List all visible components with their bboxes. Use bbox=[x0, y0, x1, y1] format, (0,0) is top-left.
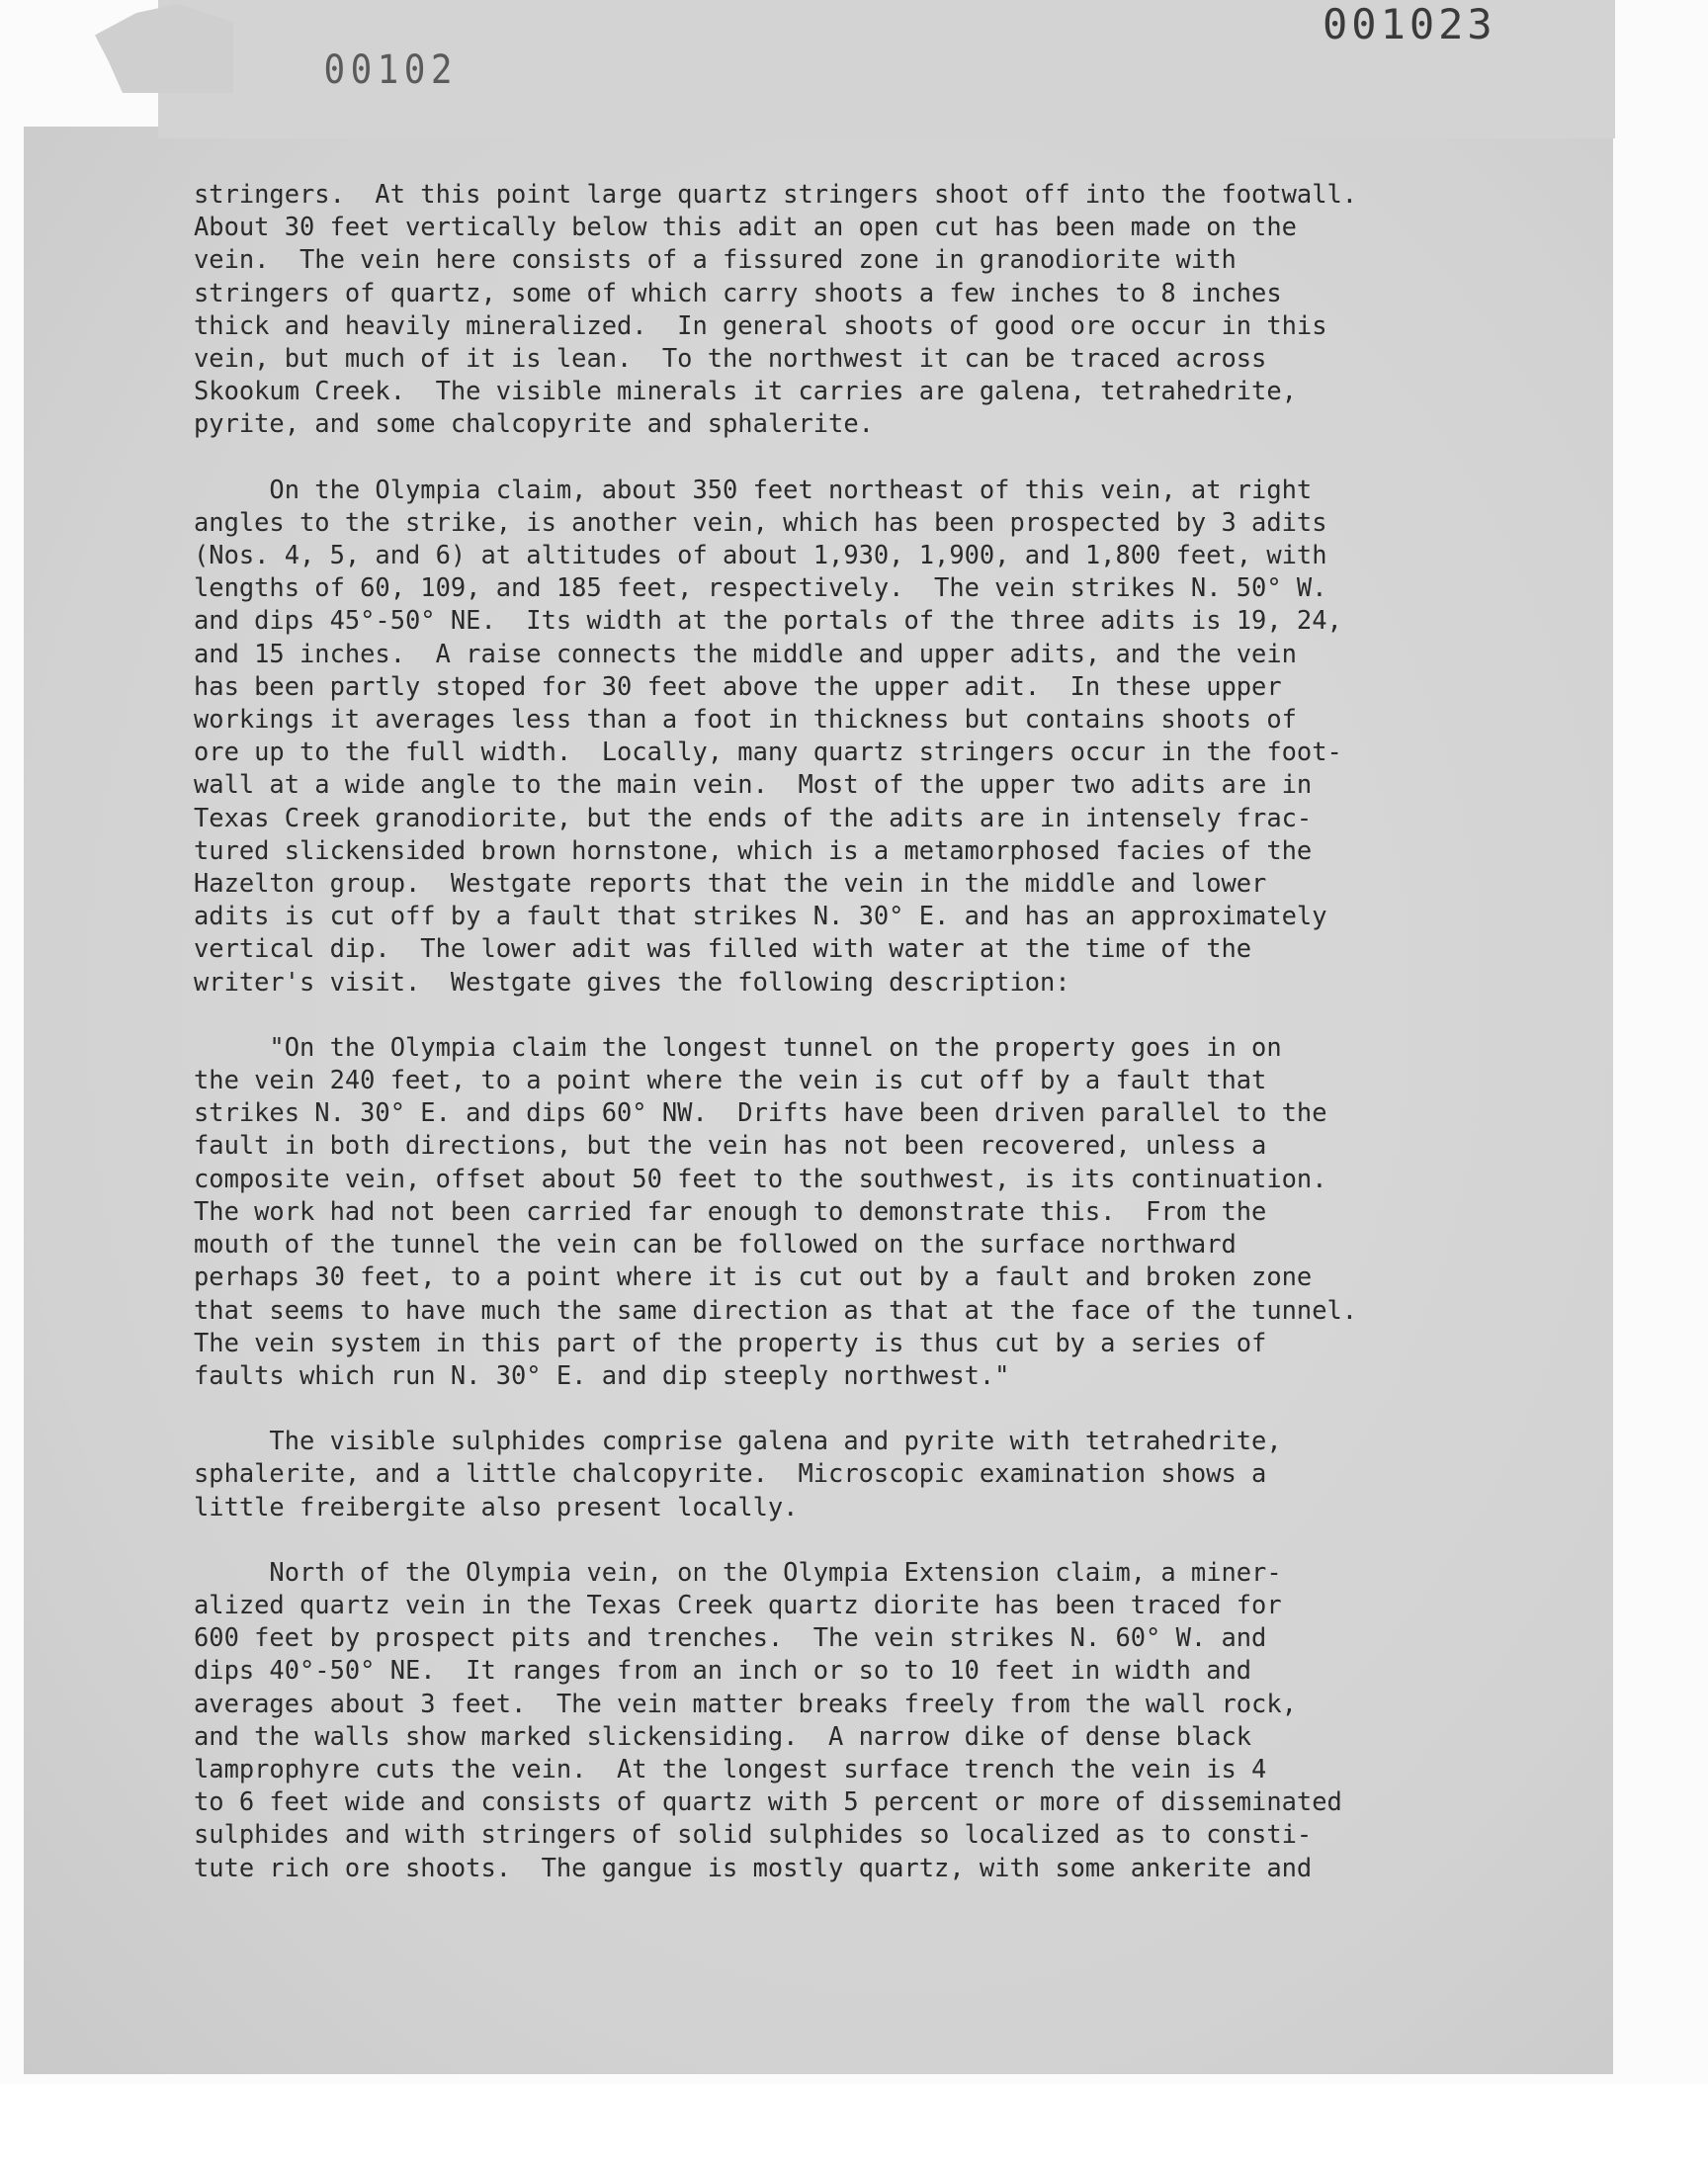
text-line: mouth of the tunnel the vein can be followed on the surface northward bbox=[194, 1229, 1237, 1260]
text-line: The work had not been carried far enough to demonstrate this. From the bbox=[194, 1195, 1267, 1226]
text-line: and dips 45°-50° NE. Its width at the portals of the three adits is 19, 24, bbox=[194, 605, 1342, 636]
text-line: perhaps 30 feet, to a point where it is cut out by a fault and broken zone bbox=[194, 1262, 1313, 1292]
text-line: to 6 feet wide and consists of quartz with 5 percent or more of disseminated bbox=[194, 1786, 1342, 1817]
text-line: thick and heavily mineralized. In general shoots of good ore occur in this bbox=[194, 309, 1327, 340]
paragraph bbox=[194, 1425, 1479, 1523]
text-line: tured slickensided brown hornstone, which is a metamorphosed facies of the bbox=[194, 834, 1313, 865]
paragraph bbox=[194, 1556, 1479, 1884]
text-line: alized quartz vein in the Texas Creek quartz diorite has been traced for bbox=[194, 1589, 1282, 1619]
text-line: averages about 3 feet. The vein matter breaks freely from the wall rock, bbox=[194, 1688, 1297, 1718]
page-number-top: 001023 bbox=[1323, 0, 1496, 48]
text-line: little freibergite also present locally. bbox=[194, 1491, 799, 1522]
text-line: sphalerite, and a little chalcopyrite. Microscopic examination shows a bbox=[194, 1458, 1267, 1489]
text-line: vein. The vein here consists of a fissured zone in granodiorite with bbox=[194, 244, 1237, 275]
text-line: stringers. At this point large quartz stringers shoot off into the footwall. bbox=[194, 179, 1358, 209]
paragraph bbox=[194, 178, 1479, 441]
text-line: stringers of quartz, some of which carry shoots a few inches to 8 inches bbox=[194, 277, 1282, 307]
text-line: composite vein, offset about 50 feet to the southwest, is its continuation. bbox=[194, 1163, 1327, 1193]
text-line: tute rich ore shoots. The gangue is mostly quartz, with some ankerite and bbox=[194, 1852, 1313, 1882]
text-line: fault in both directions, but the vein has not been recovered, unless a bbox=[194, 1130, 1267, 1161]
text-line: writer's visit. Westgate gives the following description: bbox=[194, 966, 1070, 997]
document-body bbox=[194, 178, 1479, 1917]
text-line: angles to the strike, is another vein, which has been prospected by 3 adits bbox=[194, 506, 1327, 537]
text-line: and the walls show marked slickensiding. A narrow dike of dense black bbox=[194, 1720, 1252, 1751]
text-line: North of the Olympia vein, on the Olympia Extension claim, a miner- bbox=[194, 1556, 1282, 1587]
text-line: Skookum Creek. The visible minerals it carries are galena, tetrahedrite, bbox=[194, 376, 1297, 406]
text-line: dips 40°-50° NE. It ranges from an inch or so to 10 feet in width and bbox=[194, 1655, 1252, 1686]
text-line: lengths of 60, 109, and 185 feet, respectively. The vein strikes N. 50° W. bbox=[194, 572, 1327, 603]
text-line: 600 feet by prospect pits and trenches. The vein strikes N. 60° W. and bbox=[194, 1622, 1267, 1653]
text-line: adits is cut off by a fault that strikes N. 30° E. and has an approximately bbox=[194, 901, 1327, 931]
text-line: pyrite, and some chalcopyrite and sphalerite. bbox=[194, 408, 874, 439]
text-line: Texas Creek granodiorite, but the ends of the adits are in intensely frac- bbox=[194, 802, 1313, 832]
text-line: On the Olympia claim, about 350 feet northeast of this vein, at right bbox=[194, 474, 1313, 504]
paragraph bbox=[194, 474, 1479, 999]
text-line: Hazelton group. Westgate reports that the vein in the middle and lower bbox=[194, 868, 1267, 899]
text-line: lamprophyre cuts the vein. At the longest surface trench the vein is 4 bbox=[194, 1753, 1267, 1784]
text-line: vein, but much of it is lean. To the northwest it can be traced across bbox=[194, 343, 1267, 374]
text-line: sulphides and with stringers of solid sulphides so localized as to consti- bbox=[194, 1819, 1313, 1850]
paragraph bbox=[194, 1031, 1479, 1392]
page-number-stamp: 00102 bbox=[323, 47, 458, 93]
text-line: faults which run N. 30° E. and dip steeply northwest." bbox=[194, 1359, 1010, 1390]
text-line: and 15 inches. A raise connects the middle and upper adits, and the vein bbox=[194, 638, 1297, 668]
text-line: the vein 240 feet, to a point where the vein is cut off by a fault that bbox=[194, 1065, 1267, 1095]
text-line: ore up to the full width. Locally, many quartz stringers occur in the foot- bbox=[194, 737, 1342, 767]
text-line: "On the Olympia claim the longest tunnel on the property goes in on bbox=[194, 1031, 1282, 1062]
text-line: (Nos. 4, 5, and 6) at altitudes of about 1,930, 1,900, and 1,800 feet, with bbox=[194, 540, 1327, 570]
text-line: About 30 feet vertically below this adit an open cut has been made on the bbox=[194, 212, 1297, 242]
text-line: The visible sulphides comprise galena and pyrite with tetrahedrite, bbox=[194, 1426, 1282, 1456]
text-line: that seems to have much the same direction as that at the face of the tunnel. bbox=[194, 1294, 1358, 1325]
text-line: workings it averages less than a foot in thickness but contains shoots of bbox=[194, 704, 1297, 735]
text-line: has been partly stoped for 30 feet above the upper adit. In these upper bbox=[194, 670, 1282, 701]
scan-margin bbox=[0, 2084, 1708, 2175]
text-line: strikes N. 30° E. and dips 60° NW. Drifts have been driven parallel to the bbox=[194, 1097, 1327, 1128]
text-line: vertical dip. The lower adit was filled with water at the time of the bbox=[194, 933, 1252, 964]
text-line: wall at a wide angle to the main vein. Most of the upper two adits are in bbox=[194, 769, 1313, 800]
text-line: The vein system in this part of the property is thus cut by a series of bbox=[194, 1327, 1267, 1357]
